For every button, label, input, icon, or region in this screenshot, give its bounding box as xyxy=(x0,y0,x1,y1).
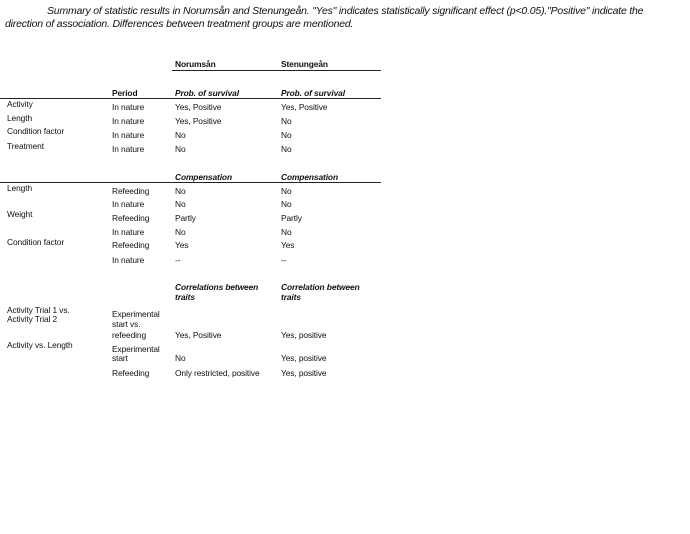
survival-header-norumsan: Prob. of survival xyxy=(175,88,239,98)
row-value-stenungean: -- xyxy=(281,255,287,265)
row-label: Activity vs. Length xyxy=(7,340,73,350)
row-value-stenungean: No xyxy=(281,130,292,140)
row-label: Length xyxy=(7,183,33,193)
correlation-header-stenungean-line2: traits xyxy=(281,292,301,302)
row-period: Refeeding xyxy=(112,186,150,196)
row-period: In nature xyxy=(112,227,145,237)
row-period: Refeeding xyxy=(112,240,150,250)
row-value-norumsan: Yes xyxy=(175,240,189,250)
row-value-stenungean: No xyxy=(281,144,292,154)
column-header-stenungean: Stenungeån xyxy=(281,59,328,69)
survival-header-stenungean: Prob. of survival xyxy=(281,88,345,98)
row-value-stenungean: Partly xyxy=(281,213,302,223)
row-label: Condition factor xyxy=(7,126,65,136)
row-value-norumsan: No xyxy=(175,199,186,209)
row-value-norumsan: No xyxy=(175,186,186,196)
header-rule xyxy=(172,70,381,71)
row-value-norumsan: No xyxy=(175,353,186,363)
row-period: In nature xyxy=(112,130,145,140)
row-period-line1: Experimental xyxy=(112,309,160,319)
row-label-line1: Activity Trial 1 vs. xyxy=(7,305,70,315)
correlation-header-norumsan-line2: traits xyxy=(175,292,195,302)
row-value-norumsan: Yes, Positive xyxy=(175,102,222,112)
row-period-line2: start xyxy=(112,353,128,363)
row-value-norumsan: Only restricted, positive xyxy=(175,368,260,378)
compensation-header-stenungean: Compensation xyxy=(281,172,338,182)
row-period-line1: Experimental xyxy=(112,344,160,354)
row-label-line2: Activity Trial 2 xyxy=(7,314,58,324)
row-period: In nature xyxy=(112,199,145,209)
row-value-stenungean: Yes, positive xyxy=(281,368,327,378)
row-label: Activity xyxy=(7,99,33,109)
row-value-norumsan: Yes, Positive xyxy=(175,116,222,126)
row-period: In nature xyxy=(112,144,145,154)
survival-rule xyxy=(0,98,381,99)
row-value-norumsan: Yes, Positive xyxy=(175,330,222,340)
row-period: In nature xyxy=(112,116,145,126)
row-period-line3: refeeding xyxy=(112,330,147,340)
compensation-header-norumsan: Compensation xyxy=(175,172,232,182)
row-value-norumsan: No xyxy=(175,144,186,154)
row-value-norumsan: No xyxy=(175,130,186,140)
compensation-rule xyxy=(0,182,381,183)
row-period-line2: start vs. xyxy=(112,319,141,329)
row-value-stenungean: Yes xyxy=(281,240,295,250)
row-period: Refeeding xyxy=(112,368,150,378)
column-header-period: Period xyxy=(112,88,138,98)
row-value-stenungean: Yes, Positive xyxy=(281,102,328,112)
row-value-stenungean: Yes, positive xyxy=(281,353,327,363)
row-period: In nature xyxy=(112,102,145,112)
row-value-norumsan: Partly xyxy=(175,213,196,223)
table-caption: Summary of statistic results in Norumsån and Stenungeån. "Yes" indicates statistically significant effect (p<0.05)."Positive" indicate the direction of association. Differences between treatment groups are mentioned. xyxy=(5,5,644,30)
row-period: In nature xyxy=(112,255,145,265)
row-value-norumsan: No xyxy=(175,227,186,237)
correlation-header-norumsan-line1: Correlations between xyxy=(175,282,259,292)
correlation-header-stenungean-line1: Correlation between xyxy=(281,282,360,292)
row-period: Refeeding xyxy=(112,213,150,223)
row-value-stenungean: No xyxy=(281,199,292,209)
row-value-norumsan: -- xyxy=(175,255,181,265)
row-value-stenungean: No xyxy=(281,227,292,237)
row-value-stenungean: Yes, positive xyxy=(281,330,327,340)
column-header-norumsan: Norumsån xyxy=(175,59,216,69)
row-label: Weight xyxy=(7,209,33,219)
row-label: Treatment xyxy=(7,141,44,151)
row-value-stenungean: No xyxy=(281,186,292,196)
row-label: Condition factor xyxy=(7,237,65,247)
row-value-stenungean: No xyxy=(281,116,292,126)
row-label: Length xyxy=(7,113,33,123)
